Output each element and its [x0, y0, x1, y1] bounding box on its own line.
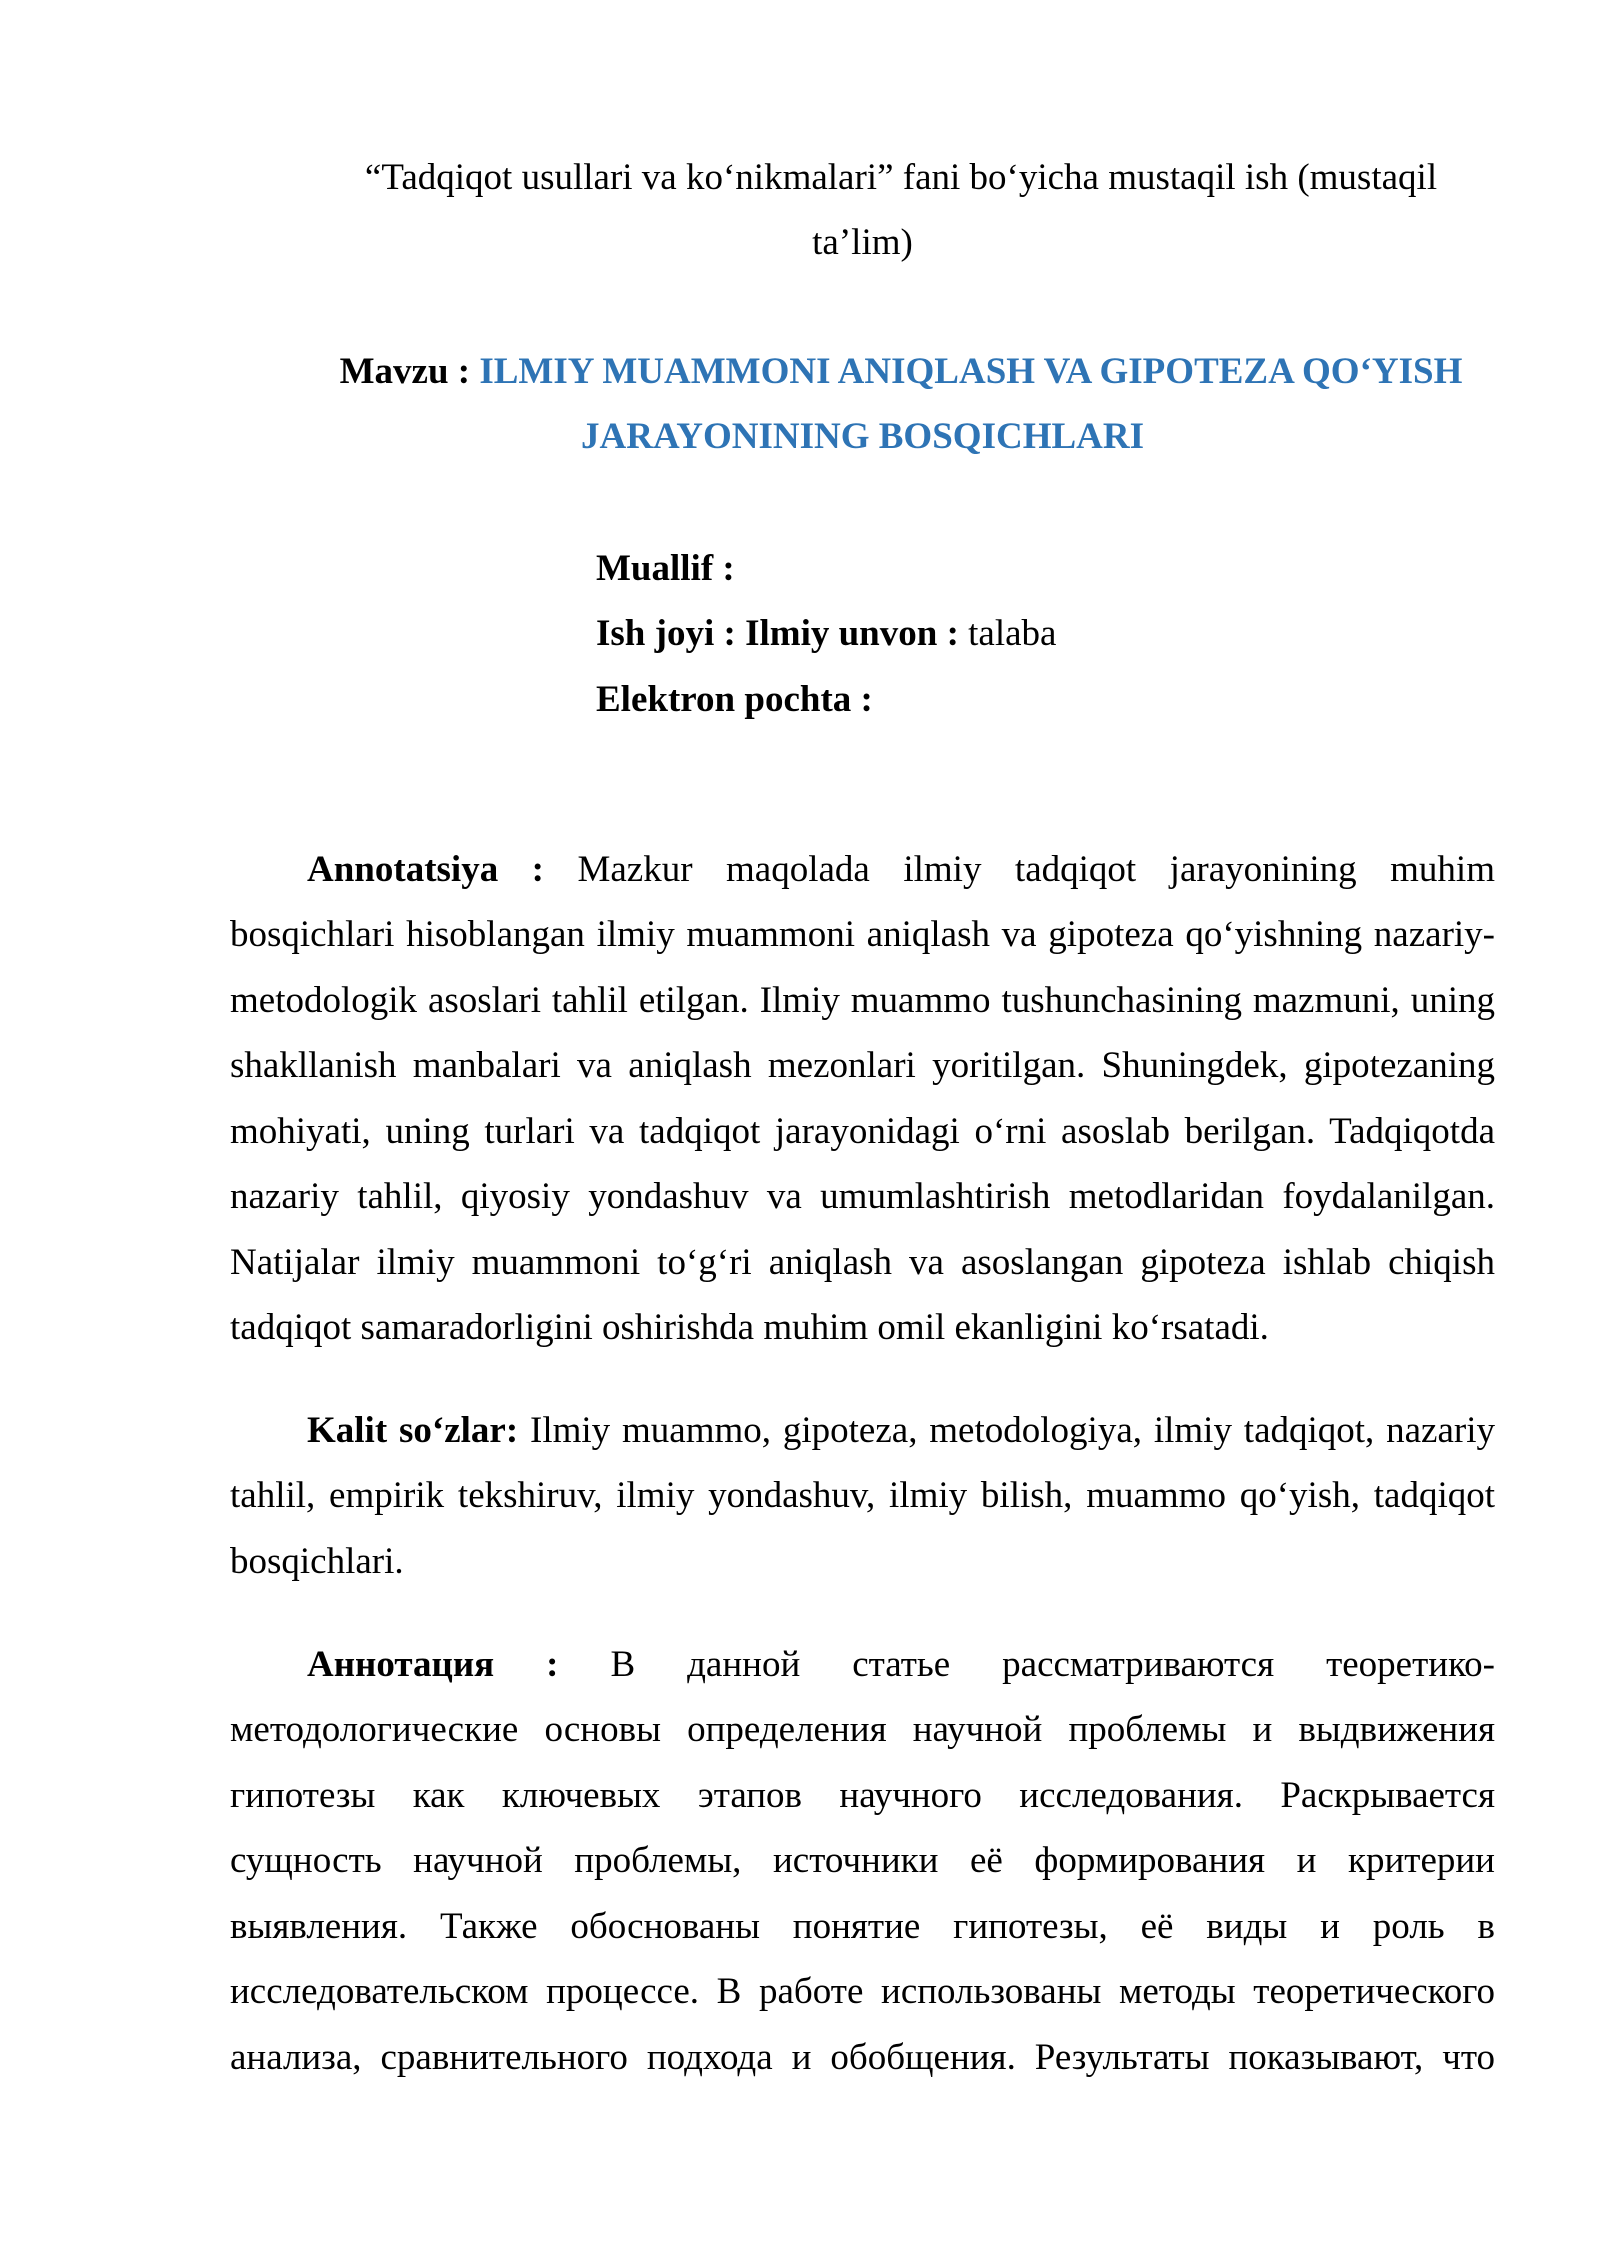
annotation-uz-line: mohiyati, uning turlari va tadqiqot jarayonidagi o‘rni asoslab berilgan. Tadqiqotda — [230, 1110, 1495, 1152]
annotation-uz-line: Natijalar ilmiy muammoni to‘g‘ri aniqlash va asoslangan gipoteza ishlab chiqish — [230, 1241, 1495, 1283]
annotation-ru-line: гипотезы как ключевых этапов научного исследования. Раскрывается — [230, 1774, 1495, 1816]
workplace-label: Ish joyi : — [596, 613, 736, 655]
annotation-ru-line: исследовательском процессе. В работе использованы методы теоретического — [230, 1971, 1495, 2013]
topic-label: Mavzu : — [339, 351, 471, 392]
annotation-ru-line: сущность научной проблемы, источники её формирования и критерии — [230, 1840, 1495, 1882]
annotation-uz-paragraph — [230, 837, 1495, 1361]
title-line — [230, 339, 1495, 404]
annotation-ru-line — [230, 1632, 1495, 1697]
email-line — [596, 667, 1496, 732]
author-label: Muallif : — [596, 548, 735, 589]
email-label: Elektron pochta : — [596, 678, 873, 720]
annotation-uz-line: metodologik asoslari tahlil etilgan. Ilmiy muammo tushunchasining mazmuni, uning — [230, 979, 1495, 1021]
header-line: ta’lim) — [812, 222, 913, 264]
annotation-uz-label: Annotatsiya : — [307, 849, 544, 890]
topic-title — [230, 339, 1495, 470]
annotation-ru-paragraph — [230, 1632, 1495, 2090]
author-line — [596, 536, 1496, 601]
degree-label: Ilmiy unvon : — [745, 613, 959, 655]
keywords-line: bosqichlari. — [230, 1540, 404, 1582]
annotation-ru-line: анализа, сравнительного подхода и обобщения. Результаты показывают, что — [230, 2036, 1495, 2078]
annotation-ru-label: Аннотация : — [307, 1644, 559, 1685]
annotation-uz-line: bosqichlari hisoblangan ilmiy muammoni aniqlash va gipoteza qo‘yishning nazariy- — [230, 914, 1495, 956]
keywords-paragraph — [230, 1398, 1495, 1594]
title-line — [230, 404, 1495, 469]
annotation-uz-text: Mazkur maqolada ilmiy tadqiqot jarayonining muhim — [577, 849, 1495, 890]
annotation-ru-text: В данной статье рассматриваются теоретико- — [610, 1644, 1495, 1685]
degree-value: talaba — [968, 613, 1057, 655]
topic-text: ILMIY MUAMMONI ANIQLASH VA GIPOTEZA QO‘YISH — [479, 351, 1463, 392]
keywords-label: Kalit so‘zlar: — [307, 1410, 519, 1451]
keywords-line: tahlil, empirik tekshiruv, ilmiy yondashuv, ilmiy bilish, muammo qo‘yish, tadqiqot — [230, 1475, 1495, 1517]
keywords-text: Ilmiy muammo, gipoteza, metodologiya, ilmiy tadqiqot, nazariy — [530, 1410, 1496, 1451]
annotation-uz-line: nazariy tahlil, qiyosiy yondashuv va umumlashtirish metodlaridan foydalanilgan. — [230, 1176, 1495, 1218]
workplace-line — [596, 601, 1496, 666]
header-line: “Tadqiqot usullari va ko‘nikmalari” fani bo‘yicha mustaqil ish (mustaqil — [364, 157, 1438, 198]
annotation-uz-line: tadqiqot samaradorligini oshirishda muhim omil ekanligini ko‘rsatadi. — [230, 1307, 1269, 1349]
annotation-uz-line — [230, 837, 1495, 902]
author-info — [596, 536, 1496, 732]
document-header — [230, 145, 1495, 276]
topic-text: JARAYONINING BOSQICHLARI — [581, 416, 1144, 458]
keywords-line — [230, 1398, 1495, 1463]
annotation-uz-line: shakllanish manbalari va aniqlash mezonlari yoritilgan. Shuningdek, gipotezaning — [230, 1045, 1495, 1087]
annotation-ru-line: выявления. Также обоснованы понятие гипотезы, её виды и роль в — [230, 1905, 1495, 1947]
annotation-ru-line: методологические основы определения научной проблемы и выдвижения — [230, 1709, 1495, 1751]
